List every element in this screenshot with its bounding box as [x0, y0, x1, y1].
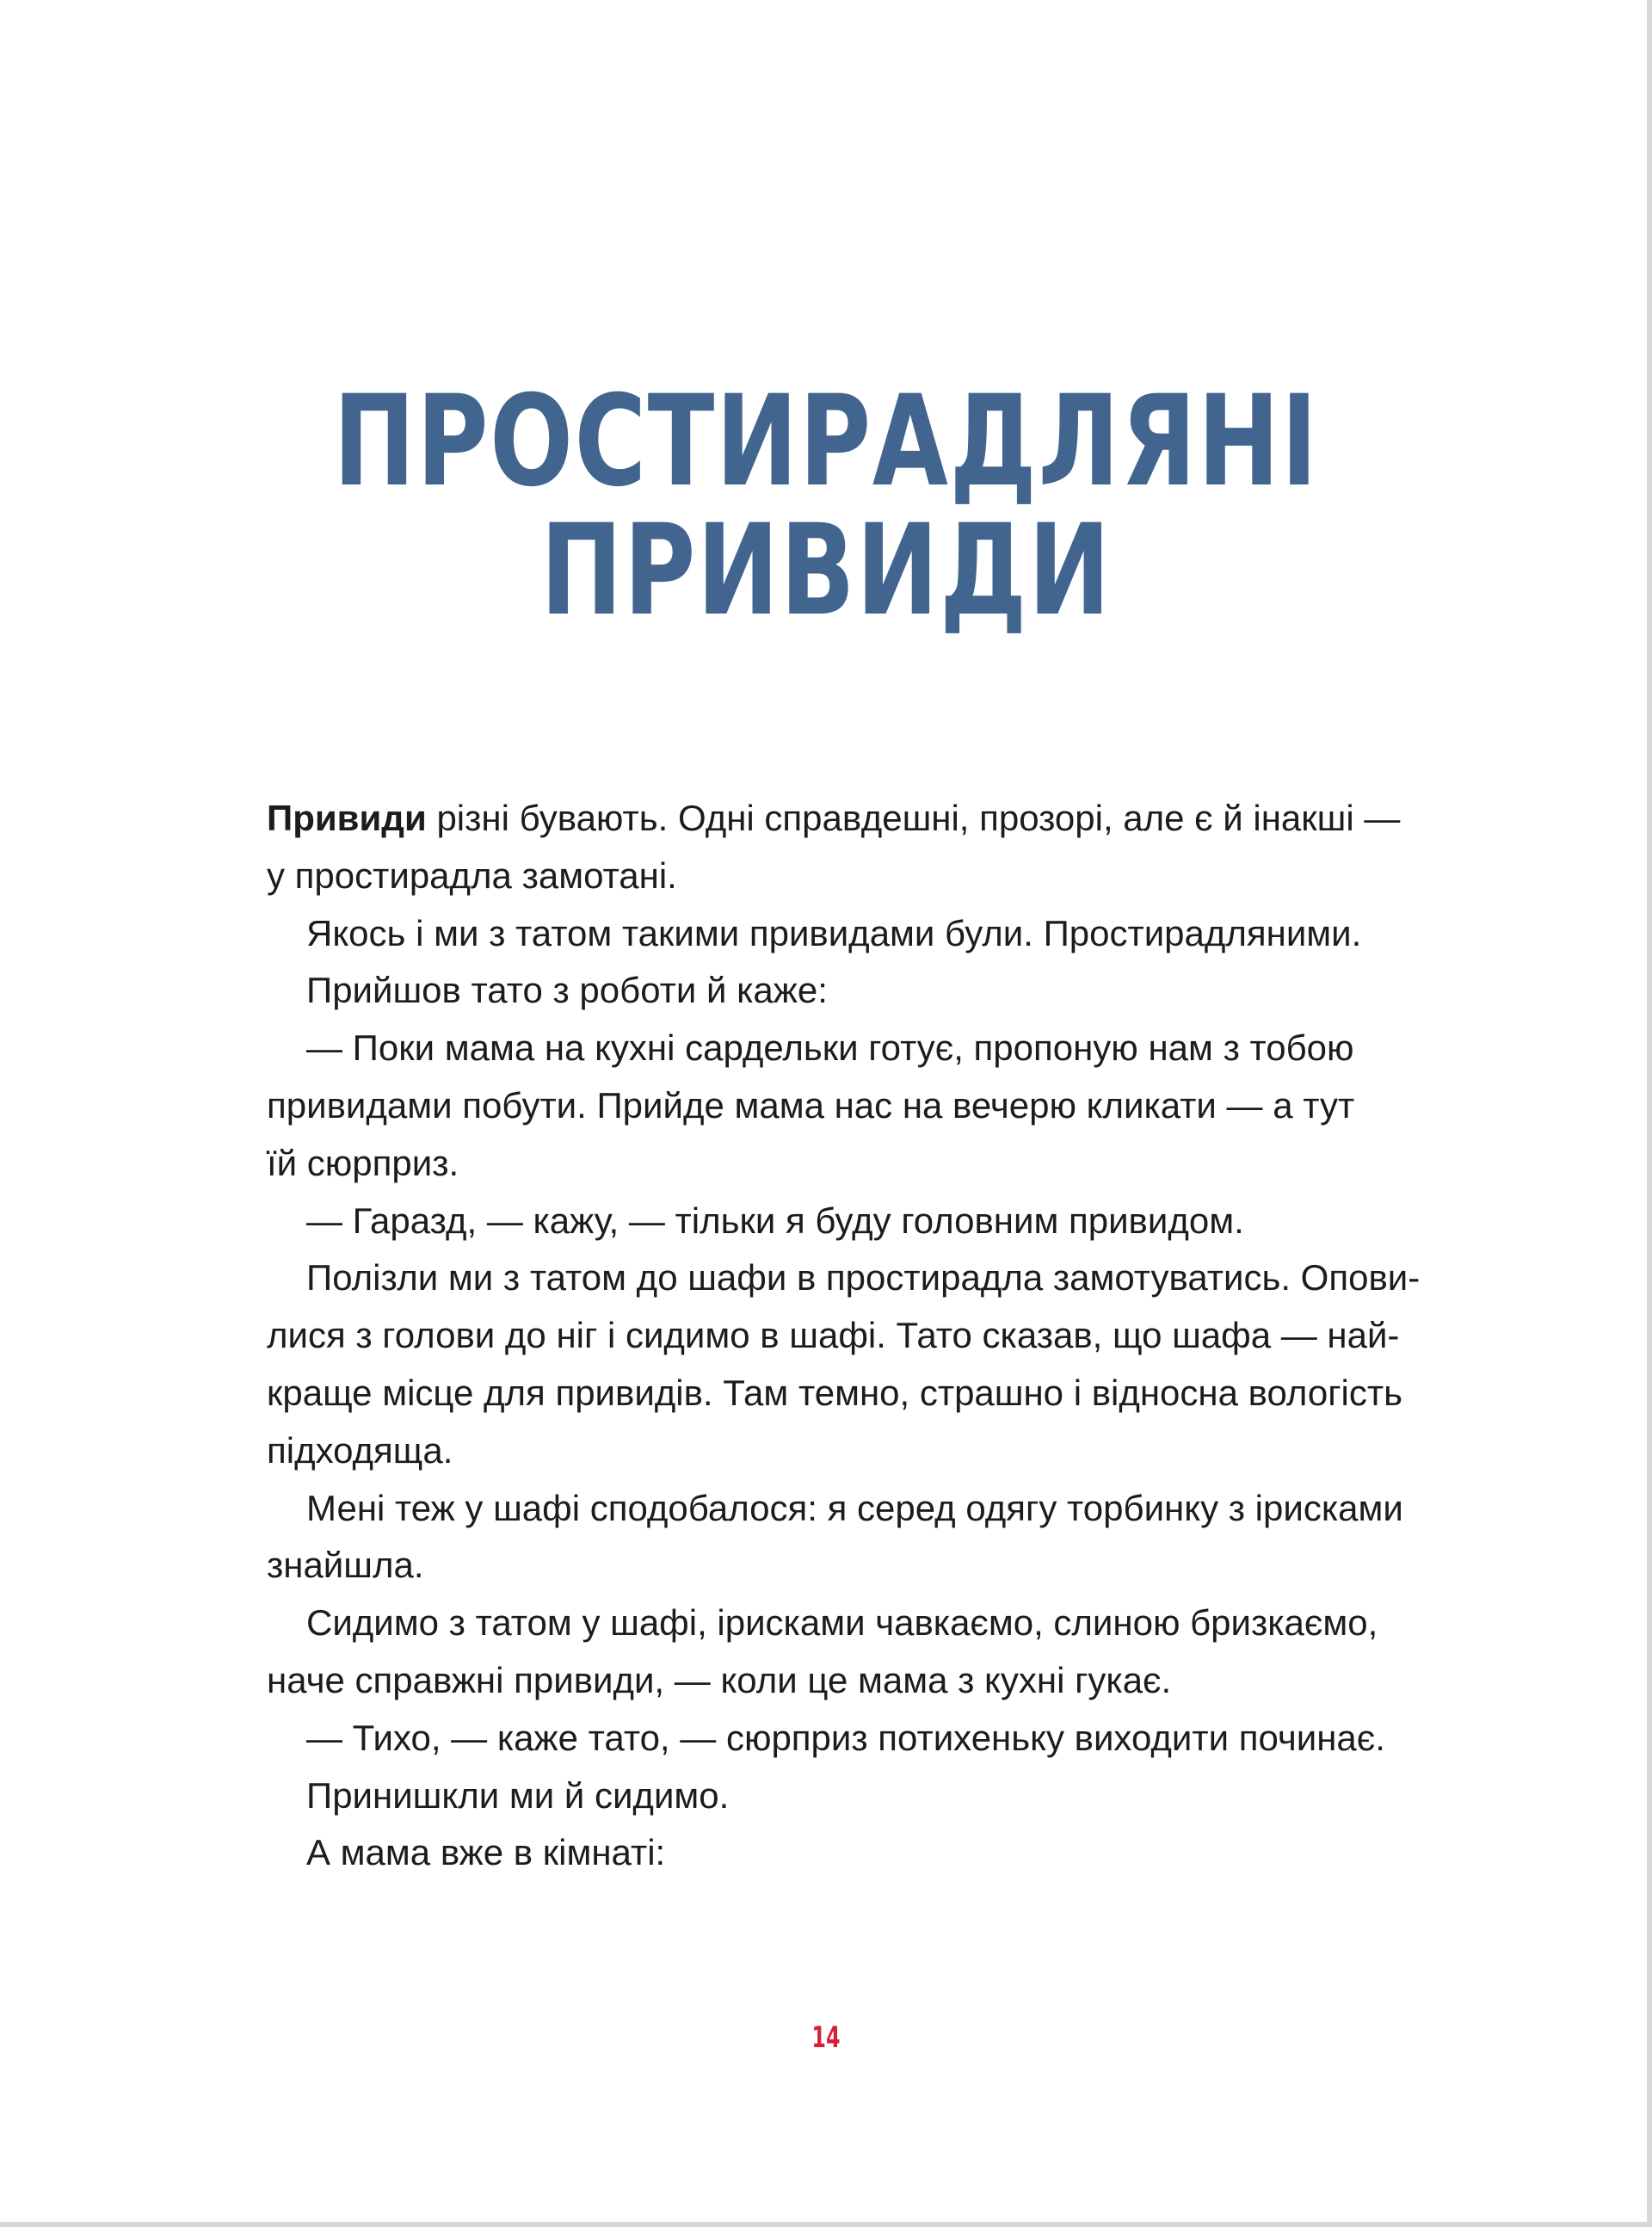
page-number: 14 [811, 2020, 841, 2055]
text-line: краще місце для привидів. Там темно, страшно і відносна вологість [267, 1372, 1403, 1413]
paragraph-3 [267, 962, 1463, 1020]
paragraph-11 [267, 1824, 1463, 1882]
text-line: наче справжні привиди, — коли це мама з кухні гукає. [267, 1659, 1172, 1700]
story-text [267, 790, 1463, 1882]
text-line: знайшла. [267, 1545, 424, 1586]
text-line: А мама вже в кімнаті: [306, 1832, 666, 1873]
text-line: Мені теж у шафі сподобалося: я серед одягу торбинку з ірисками [306, 1487, 1403, 1528]
paragraph-2 [267, 905, 1463, 963]
text-line: привидами побути. Прийде мама нас на вечерю кликати — а тут [267, 1084, 1355, 1126]
text-line: Полізли ми з татом до шафи в простирадла замотуватись. Опови- [306, 1257, 1421, 1299]
chapter-title-line-2: ПРИВИДИ [540, 497, 1112, 644]
paragraph-1 [267, 790, 1463, 905]
text-line: у простирадла замотані. [267, 854, 677, 896]
text-line: — Тихо, — каже тато, — сюрприз потихеньку виходити починає. [306, 1717, 1385, 1758]
paragraph-8 [267, 1595, 1463, 1710]
text-line: — Гаразд, — кажу, — тільки я буду головним привидом. [306, 1200, 1244, 1241]
paragraph-7 [267, 1480, 1463, 1595]
text-line: Принишкли ми й сидимо. [306, 1774, 730, 1816]
paragraph-9 [267, 1710, 1463, 1767]
text-line: їй сюрприз. [267, 1142, 459, 1183]
text-line: підходяща. [267, 1429, 453, 1471]
paragraph-5 [267, 1193, 1463, 1250]
chapter-title [182, 367, 1470, 644]
text-line: — Поки мама на кухні сардельки готує, пропоную нам з тобою [306, 1027, 1354, 1069]
paragraph-4 [267, 1020, 1463, 1192]
text-line-content: різні бувають. Одні справдешні, прозорі, але є й інакші — [426, 798, 1401, 838]
text-line: лися з голови до ніг і сидимо в шафі. Тато сказав, що шафа — най- [267, 1315, 1400, 1356]
lead-word: Привиди [267, 798, 427, 838]
paragraph-10 [267, 1767, 1463, 1825]
text-line: Сидимо з татом у шафі, ірисками чавкаємо, слиною бризкаємо, [306, 1602, 1378, 1644]
text-line [267, 790, 1463, 848]
paragraph-6 [267, 1249, 1463, 1479]
text-line: Якось і ми з татом такими привидами були. Простирадляними. [306, 912, 1362, 953]
chapter-title-line-1: ПРОСТИРАДЛЯНІ [333, 367, 1319, 515]
text-line: Прийшов тато з роботи й каже: [306, 970, 828, 1011]
